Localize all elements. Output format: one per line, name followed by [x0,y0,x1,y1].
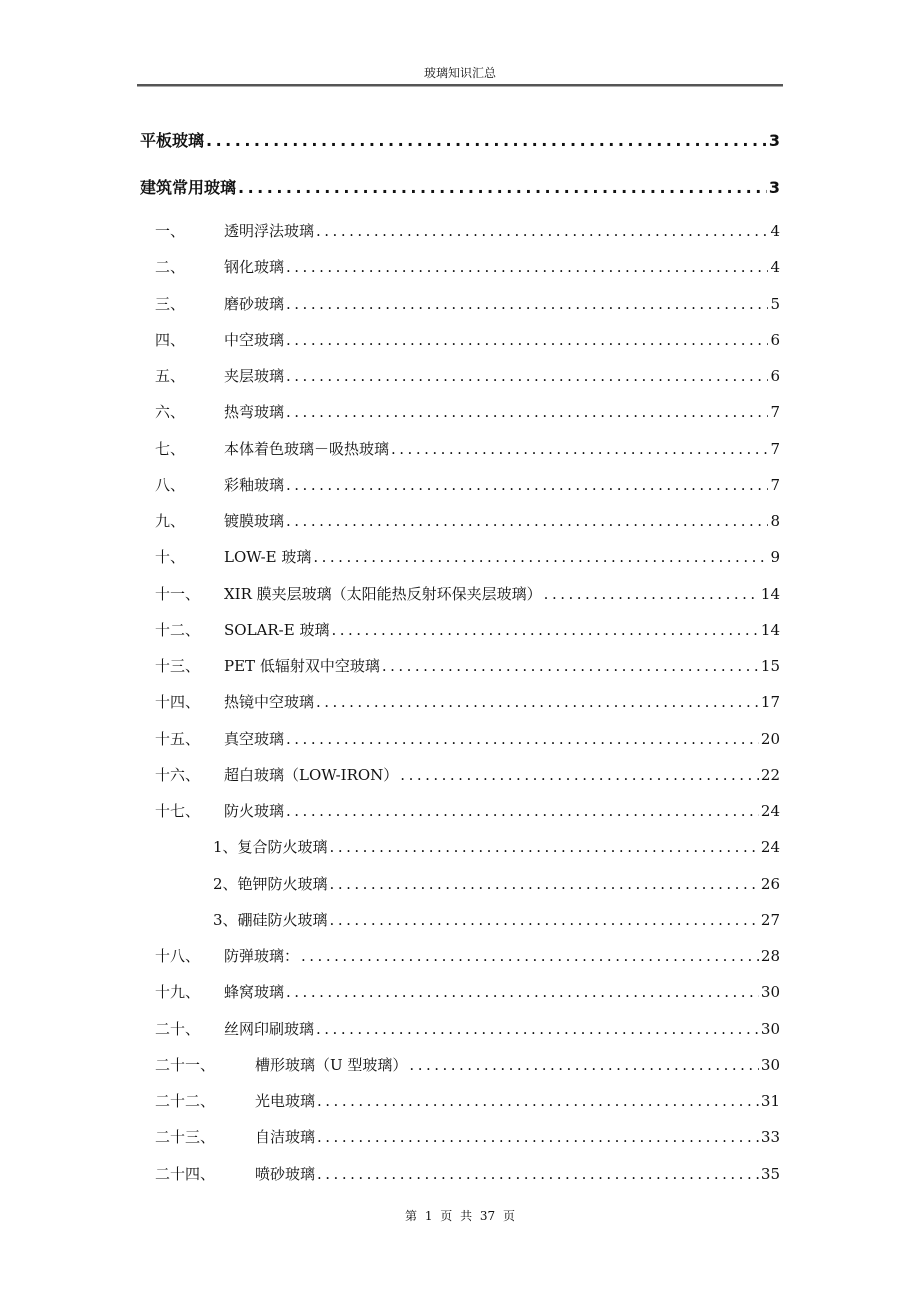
toc-entry-number: 二十四、 [155,1165,216,1183]
toc-entry[interactable] [140,945,780,969]
toc-entry-title: 建筑常用玻璃 [140,178,237,197]
toc-entry[interactable] [140,438,780,462]
toc-entry[interactable] [140,175,780,199]
toc-entry-number: 八、 [155,476,186,494]
toc-entry-number: 二、 [155,258,186,276]
toc-entry[interactable] [140,474,780,498]
toc-entry[interactable] [140,365,780,389]
toc-entry-title: 喷砂玻璃 [255,1165,316,1183]
toc-entry[interactable] [140,1090,780,1114]
toc-entry-title: 蜂窝玻璃 [224,983,285,1001]
dot-leader [206,131,767,150]
dot-leader [301,947,759,965]
toc-entry[interactable] [140,1018,780,1042]
toc-entry-page: 30 [760,983,780,1001]
toc-entry-number: 九、 [155,512,186,530]
toc-entry[interactable] [140,1163,780,1187]
toc-entry[interactable] [140,256,780,280]
dot-leader [409,1056,758,1074]
toc-entry-page: 3 [768,131,780,150]
toc-entry-title: 真空玻璃 [224,730,285,748]
toc-entry[interactable] [140,728,780,752]
toc-entry-title: 自洁玻璃 [255,1128,316,1146]
toc-entry-page: 4 [770,222,780,240]
dot-leader [286,367,768,385]
dot-leader [286,331,768,349]
toc-entry-page: 14 [760,585,780,603]
toc-entry-number: 十六、 [155,766,201,784]
dot-leader [238,178,767,197]
toc-entry[interactable] [140,691,780,715]
dot-leader [330,875,759,893]
toc-entry-number: 十五、 [155,730,201,748]
dot-leader [286,403,768,421]
toc-entry-number: 十一、 [155,585,201,603]
toc-entry-number: 七、 [155,440,186,458]
toc-entry-number: 十八、 [155,947,201,965]
toc-entry-number: 二十一、 [155,1056,216,1074]
toc-entry-number: 十四、 [155,693,201,711]
dot-leader [330,911,759,929]
toc-entry-page: 14 [760,621,780,639]
toc-entry-page: 30 [760,1020,780,1038]
page-footer: 第 1 页 共 37 页 [405,1209,515,1223]
toc-entry-number: 四、 [155,331,186,349]
toc-entry-page: 27 [760,911,780,929]
toc-entry-title: 彩釉玻璃 [224,476,285,494]
dot-leader [316,222,768,240]
toc-entry-number: 五、 [155,367,186,385]
toc-entry-page: 28 [760,947,780,965]
dot-leader [316,693,759,711]
toc-entry-page: 15 [760,657,780,675]
dot-leader [331,621,758,639]
toc-entry-title: 2、铯钾防火玻璃 [213,875,328,893]
toc-entry-page: 24 [760,838,780,856]
toc-entry-title: 中空玻璃 [224,331,285,349]
toc-entry-title: 夹层玻璃 [224,367,285,385]
toc-entry[interactable] [140,655,780,679]
toc-entry-title: LOW-E 玻璃 [224,548,312,566]
dot-leader [391,440,768,458]
toc-entry-page: 7 [770,476,780,494]
toc-entry-title: 光电玻璃 [255,1092,316,1110]
toc-entry-page: 20 [760,730,780,748]
toc-entry-number: 六、 [155,403,186,421]
dot-leader [317,1128,759,1146]
toc-entry[interactable] [140,764,780,788]
toc-entry[interactable] [140,1126,780,1150]
toc-entry-title: 槽形玻璃（U 型玻璃） [255,1056,408,1074]
toc-entry-page: 6 [770,331,780,349]
toc-entry-number: 二十、 [155,1020,201,1038]
page-header: 玻璃知识汇总 [423,66,496,80]
toc-entry-number: 三、 [155,295,186,313]
toc-entry-number: 十九、 [155,983,201,1001]
toc-entry-title: 透明浮法玻璃 [224,222,315,240]
toc-entry[interactable] [140,128,780,152]
toc-entry-title: 防火玻璃 [224,802,285,820]
toc-entry-number: 十三、 [155,657,201,675]
toc-entry-title: 防弹玻璃： [224,947,300,965]
dot-leader [286,730,759,748]
toc-entry-page: 4 [770,258,780,276]
toc-entry-title: XIR 膜夹层玻璃（太阳能热反射环保夹层玻璃） [224,585,542,603]
dot-leader [286,476,768,494]
toc-entry-page: 35 [760,1165,780,1183]
toc-entry-page: 6 [770,367,780,385]
toc-entry-page: 24 [760,802,780,820]
toc-entry-page: 31 [760,1092,780,1110]
toc-entry-page: 7 [770,403,780,421]
toc-entry-title: 超白玻璃（LOW-IRON） [224,766,399,784]
toc-entry-title: 平板玻璃 [140,131,205,150]
dot-leader [286,258,768,276]
dot-leader [286,983,759,1001]
toc-entry-number: 一、 [155,222,186,240]
toc-entry-title: 3、硼硅防火玻璃 [213,911,328,929]
toc-entry-page: 17 [760,693,780,711]
toc-entry-title: 本体着色玻璃－吸热玻璃 [224,440,390,458]
toc-entry[interactable] [140,401,780,425]
toc-entry-title: 热弯玻璃 [224,403,285,421]
toc-entry[interactable] [140,873,780,897]
toc-entry[interactable] [140,293,780,317]
toc-entry[interactable] [140,329,780,353]
dot-leader [286,512,768,530]
toc-entry-title: 钢化玻璃 [224,258,285,276]
toc-entry-number: 二十二、 [155,1092,216,1110]
dot-leader [317,1165,759,1183]
header-divider [137,84,783,87]
toc-entry-page: 22 [760,766,780,784]
toc-entry[interactable] [140,220,780,244]
toc-entry[interactable] [140,1054,780,1078]
dot-leader [286,802,759,820]
dot-leader [400,766,759,784]
toc-entry-title: 磨砂玻璃 [224,295,285,313]
toc-entry-title: 热镜中空玻璃 [224,693,315,711]
toc-entry[interactable] [140,981,780,1005]
toc-entry-page: 7 [770,440,780,458]
toc-entry-page: 9 [770,548,780,566]
toc-entry-number: 十七、 [155,802,201,820]
toc-entry[interactable] [140,800,780,824]
dot-leader [330,838,759,856]
toc-entry-title: PET 低辐射双中空玻璃 [224,657,380,675]
toc-entry[interactable] [140,510,780,534]
dot-leader [382,657,759,675]
toc-entry-page: 30 [760,1056,780,1074]
dot-leader [317,1092,759,1110]
toc-entry-page: 5 [770,295,780,313]
toc-entry-page: 3 [768,178,780,197]
toc-entry[interactable] [140,836,780,860]
toc-entry-title: 镀膜玻璃 [224,512,285,530]
toc-entry-title: 丝网印刷玻璃 [224,1020,315,1038]
toc-entry-title: SOLAR-E 玻璃 [224,621,330,639]
toc-entry[interactable] [140,619,780,643]
toc-entry-page: 33 [760,1128,780,1146]
toc-entry-title: 1、复合防火玻璃 [213,838,328,856]
toc-entry-number: 十、 [155,548,186,566]
toc-entry[interactable] [140,909,780,933]
toc-entry[interactable] [140,583,780,607]
dot-leader [544,585,759,603]
toc-entry[interactable] [140,546,780,570]
dot-leader [286,295,768,313]
toc-entry-number: 二十三、 [155,1128,216,1146]
toc-entry-number: 十二、 [155,621,201,639]
toc-entry-page: 26 [760,875,780,893]
dot-leader [313,548,768,566]
toc-entry-page: 8 [770,512,780,530]
dot-leader [316,1020,759,1038]
